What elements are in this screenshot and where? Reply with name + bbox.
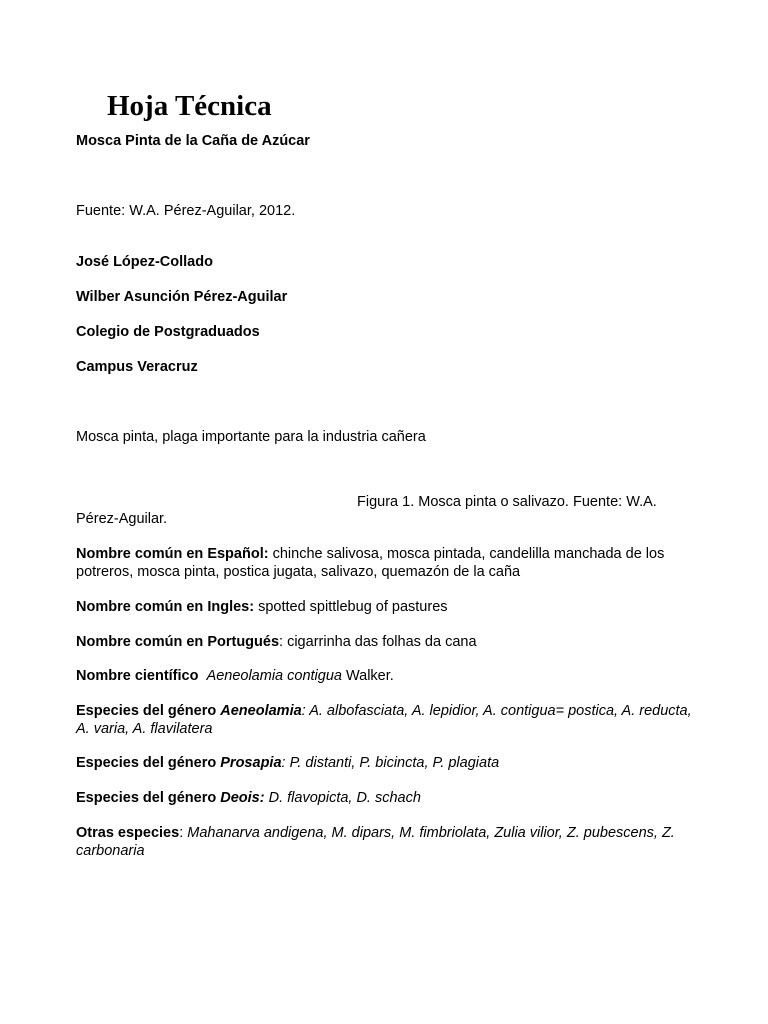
author-2-name: Wilber Asunción Pérez-Aguilar <box>76 289 288 305</box>
scientific-label: Nombre científico <box>76 668 199 684</box>
english-label: Nombre común en Ingles: <box>76 599 255 615</box>
page-title: Hoja Técnica <box>107 90 272 122</box>
document-subtitle <box>76 132 698 150</box>
campus <box>76 358 698 376</box>
spanish-label: Nombre común en Español: <box>76 546 269 562</box>
intro-line: Mosca pinta, plaga importante para la industria cañera <box>76 429 426 445</box>
institution <box>76 323 698 341</box>
portuguese-label: Nombre común en Portugués <box>76 634 280 650</box>
deois-label: Especies del género <box>76 790 221 806</box>
species-other <box>76 824 698 860</box>
deois-value: D. flavopicta, D. schach <box>264 790 421 806</box>
aeneolamia-label: Especies del género <box>76 703 221 719</box>
prosapia-value: : P. distanti, P. bicincta, P. plagiata <box>281 755 500 771</box>
scientific-author: Walker. <box>341 668 394 684</box>
species-aeneolamia <box>76 702 698 738</box>
author-1-name: José López-Collado <box>76 254 213 270</box>
figure-caption-line2: Pérez-Aguilar. <box>76 511 168 527</box>
english-value: spotted spittlebug of pastures <box>254 599 448 615</box>
common-name-portuguese <box>76 633 698 651</box>
author-2 <box>76 288 698 306</box>
campus-name: Campus Veracruz <box>76 359 198 375</box>
institution-name: Colegio de Postgraduados <box>76 324 260 340</box>
other-label: Otras especies <box>76 825 180 841</box>
scientific-species: Aeneolamia contigua <box>206 668 342 684</box>
scientific-name <box>76 667 698 685</box>
author-1 <box>76 253 698 271</box>
other-colon: : <box>179 825 188 841</box>
species-prosapia <box>76 754 698 772</box>
figure-caption-line1: Figura 1. Mosca pinta o salivazo. Fuente: W.A. <box>357 494 657 510</box>
portuguese-value: : cigarrinha das folhas da cana <box>279 634 477 650</box>
spanish-value: chinche salivosa, mosca pintada, candelilla manchada de los potreros, mosca pinta, postica jugata, salivazo, quemazón de la caña <box>76 546 665 580</box>
prosapia-label: Especies del género <box>76 755 221 771</box>
subtitle-text: Mosca Pinta de la Caña de Azúcar <box>76 133 310 149</box>
species-deois <box>76 789 698 807</box>
deois-genus: Deois: <box>220 790 265 806</box>
aeneolamia-genus: Aeneolamia <box>220 703 302 719</box>
prosapia-genus: Prosapia <box>220 755 282 771</box>
source-line: Fuente: W.A. Pérez-Aguilar, 2012. <box>76 203 296 219</box>
other-value: Mahanarva andigena, M. dipars, M. fimbriolata, Zulia vilior, Z. pubescens, Z. carbonaria <box>76 825 675 859</box>
aeneolamia-value: : A. albofasciata, A. lepidior, A. contigua= postica, A. reducta, A. varia, A. flavilatera <box>76 703 692 737</box>
common-name-spanish <box>76 545 698 581</box>
common-name-english <box>76 598 698 616</box>
